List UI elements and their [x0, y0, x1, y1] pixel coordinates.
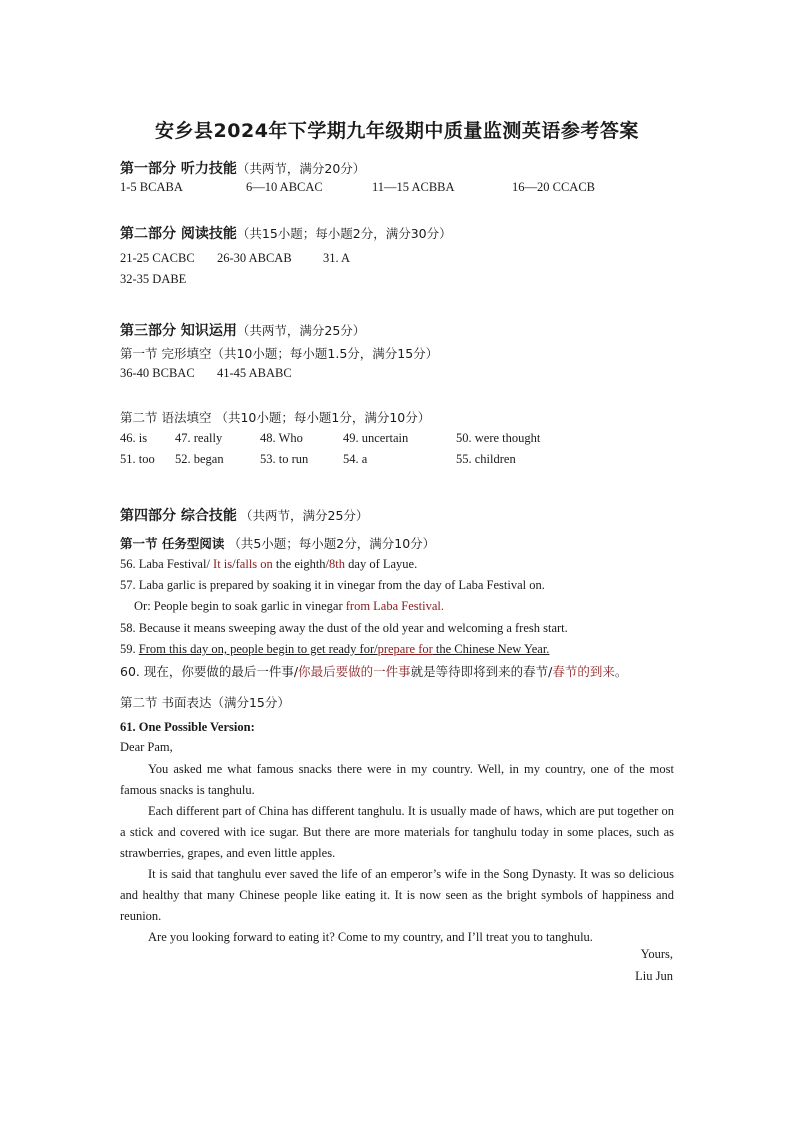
part2-answer-2: 26-30 ABCAB: [217, 251, 292, 265]
essay-paragraph-2: Each different part of China has different tanghulu. It is usually made of haws, which are put together on a stick and covered with ice sugar. But there are more materials for tanghulu today in some places, such as strawberries, grapes, and even little apples.: [120, 804, 674, 860]
essay-label: 61. One Possible Version:: [120, 720, 255, 734]
grammar-answer-49: 49. uncertain: [343, 431, 409, 445]
essay-paragraph-4: Are you looking forward to eating it? Come to my country, and I’ll treat you to tanghulu.: [148, 930, 593, 944]
part1-answer-3: 11—15 ACBBA: [372, 180, 455, 194]
answer-60: 60. 现在，你要做的最后一件事/你最后要做的一件事就是等待即将到来的春节/春节的到来。: [120, 664, 628, 679]
essay-paragraph-1: You asked me what famous snacks there were in my country. Well, in my country, one of the most famous snacks is tanghulu.: [120, 762, 674, 797]
essay-signature: Liu Jun: [635, 969, 673, 983]
part2-answer-3: 31. A: [323, 251, 351, 265]
part1-heading: 第一部分 听力技能（共两节，满分20分）: [120, 161, 366, 177]
grammar-answer-51: 51. too: [120, 452, 155, 466]
part1-answer-4: 16—20 CCACB: [512, 180, 596, 194]
grammar-answer-47: 47. really: [175, 431, 223, 445]
part4-section1-heading: 第一节 任务型阅读 （共5小题；每小题2分，满分10分）: [120, 536, 436, 551]
part2-answer-4: 32-35 DABE: [120, 272, 187, 286]
answer-57: 57. Laba garlic is prepared by soaking it in vinegar from the day of Laba Festival on.: [120, 578, 545, 592]
answer-58: 58. Because it means sweeping away the dust of the old year and welcoming a fresh start.: [120, 621, 568, 635]
grammar-answer-46: 46. is: [120, 431, 148, 445]
grammar-answer-54: 54. a: [343, 452, 368, 466]
part3-s1-answer-1: 36-40 BCBAC: [120, 366, 195, 380]
answer-57-alt: Or: People begin to soak garlic in vinegar from Laba Festival.: [134, 599, 444, 613]
part3-heading: 第三部分 知识运用（共两节，满分25分）: [120, 323, 366, 339]
grammar-answer-52: 52. began: [175, 452, 224, 466]
part1-answer-2: 6—10 ABCAC: [246, 180, 323, 194]
grammar-answer-50: 50. were thought: [456, 431, 541, 445]
grammar-answer-55: 55. children: [456, 452, 516, 466]
part4-heading: 第四部分 综合技能 （共两节，满分25分）: [120, 508, 369, 524]
grammar-answer-48: 48. Who: [260, 431, 303, 445]
part3-section2-heading: 第二节 语法填空 （共10小题；每小题1分，满分10分）: [120, 410, 431, 425]
grammar-answer-53: 53. to run: [260, 452, 309, 466]
answer-56: 56. Laba Festival/ It is/falls on the eighth/8th day of Layue.: [120, 557, 418, 571]
part3-section1-heading: 第一节 完形填空（共10小题；每小题1.5分，满分15分）: [120, 346, 439, 361]
essay-closing: Yours,: [640, 947, 673, 961]
part3-s1-answer-2: 41-45 ABABC: [217, 366, 292, 380]
essay-paragraph-3: It is said that tanghulu ever saved the life of an emperor’s wife in the Song Dynasty. It was so delicious and healthy that many Chinese people like eating it. It is now seen as the bright symbols of happiness and reunion.: [120, 867, 674, 923]
part1-answer-1: 1-5 BCABA: [120, 180, 183, 194]
part2-heading: 第二部分 阅读技能（共15小题；每小题2分，满分30分）: [120, 226, 452, 242]
essay-greeting: Dear Pam,: [120, 740, 173, 754]
part4-section2-heading: 第二节 书面表达（满分15分）: [120, 695, 290, 710]
part2-answer-1: 21-25 CACBC: [120, 251, 195, 265]
answer-59: 59. From this day on, people begin to get ready for/prepare for the Chinese New Year.: [120, 642, 550, 656]
page-title: 安乡县2024年下学期九年级期中质量监测英语参考答案: [155, 120, 639, 142]
